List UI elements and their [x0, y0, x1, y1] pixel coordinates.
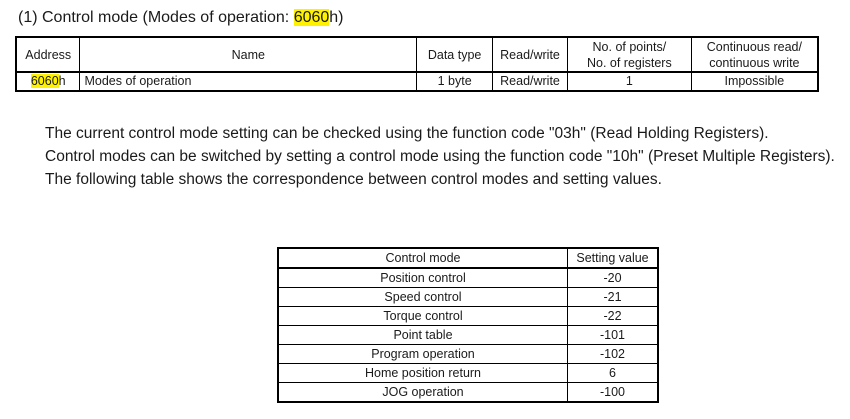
col-continuous — [691, 37, 818, 72]
col-continuous-line1: Continuous read/ — [706, 39, 802, 54]
col-points — [568, 37, 692, 72]
cell-control-mode: Program operation — [278, 345, 568, 364]
col-points-line1: No. of points/ — [592, 39, 667, 54]
heading-prefix: (1) Control mode (Modes of operation: — [18, 9, 294, 26]
paragraph-line-read: The current control mode setting can be checked using the function code "03h" (Read Holding Registers). — [45, 125, 769, 142]
table-row — [16, 72, 818, 91]
paragraph-line-write: Control modes can be switched by setting a control mode using the function code "10h" (Preset Multiple Registers). — [45, 148, 835, 165]
table-row — [278, 268, 658, 288]
table-row — [278, 326, 658, 345]
cell-control-mode: Home position return — [278, 364, 568, 383]
heading-code-highlight: 6060 — [293, 9, 330, 26]
cell-setting-value: -101 — [568, 326, 659, 345]
cell-control-mode: JOG operation — [278, 383, 568, 403]
section-heading — [18, 8, 344, 28]
col-continuous-line2: continuous write — [709, 55, 800, 70]
cell-setting-value: -21 — [568, 288, 659, 307]
cell-control-mode: Torque control — [278, 307, 568, 326]
table-row — [278, 364, 658, 383]
cell-setting-value: -102 — [568, 345, 659, 364]
cell-control-mode: Point table — [278, 326, 568, 345]
heading-suffix: h) — [329, 9, 344, 26]
cell-control-mode: Speed control — [278, 288, 568, 307]
col-data-type: Data type — [417, 37, 493, 72]
cell-read-write: Read/write — [493, 72, 568, 91]
cell-continuous: Impossible — [691, 72, 818, 91]
col-address: Address — [16, 37, 80, 72]
cell-setting-value: -22 — [568, 307, 659, 326]
cell-points: 1 — [568, 72, 692, 91]
table-row — [278, 383, 658, 403]
register-table-header — [16, 37, 818, 72]
cell-address — [16, 72, 80, 91]
col-setting-value: Setting value — [568, 248, 659, 268]
col-name: Name — [80, 37, 417, 72]
address-code-highlight: 6060 — [30, 74, 59, 88]
mode-table — [277, 247, 659, 403]
table-row — [278, 345, 658, 364]
cell-name: Modes of operation — [80, 72, 417, 91]
register-table — [15, 36, 819, 92]
cell-control-mode: Position control — [278, 268, 568, 288]
cell-data-type: 1 byte — [417, 72, 493, 91]
col-points-line2: No. of registers — [586, 55, 672, 70]
table-row — [278, 288, 658, 307]
col-control-mode: Control mode — [278, 248, 568, 268]
mode-table-header — [278, 248, 658, 268]
description-paragraph — [45, 122, 835, 191]
table-row — [278, 307, 658, 326]
cell-setting-value: 6 — [568, 364, 659, 383]
cell-setting-value: -20 — [568, 268, 659, 288]
col-read-write: Read/write — [493, 37, 568, 72]
address-suffix: h — [58, 74, 66, 88]
paragraph-line-table-intro: The following table shows the correspondence between control modes and setting values. — [45, 171, 662, 188]
cell-setting-value: -100 — [568, 383, 659, 403]
